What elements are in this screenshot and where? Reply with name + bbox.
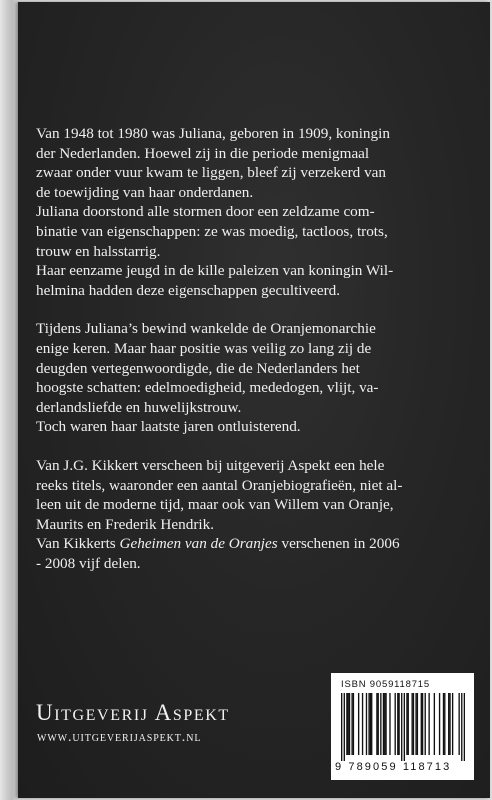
barcode-bar (346, 693, 347, 755)
barcode-bar (411, 693, 412, 755)
barcode-bar (444, 693, 445, 755)
blurb-line: reeks titels, waaronder een aantal Oranjebiografieën, niet al- (36, 476, 403, 494)
barcode-bar (380, 693, 381, 755)
blurb-text (36, 124, 474, 592)
barcode-bar (389, 693, 390, 755)
barcode-bar (413, 693, 414, 755)
barcode-bar (395, 693, 396, 755)
barcode-bar (448, 693, 449, 755)
blurb-line: Haar eenzame jeugd in de kille paleizen van koningin Wil- (36, 262, 394, 280)
barcode-bar (384, 693, 385, 755)
barcode-bar (464, 693, 465, 761)
barcode-bar (398, 693, 399, 755)
barcode-bar (385, 693, 386, 755)
barcode-bar (383, 693, 384, 755)
barcode-bar (348, 693, 349, 755)
barcode-bar (452, 693, 453, 755)
blurb-line: hoogste schatten: edelmoedigheid, mededogen, vlijt, va- (36, 379, 379, 397)
barcode-bar (439, 693, 440, 755)
publisher-name: Uitgeverij Aspekt (36, 700, 230, 725)
blurb-line: Van J.G. Kikkert verscheen bij uitgeverij Aspekt een hele (36, 456, 385, 474)
barcode-bar (376, 693, 377, 755)
ean-barcode (341, 693, 465, 761)
book-title-italic: Geheimen van de Oranjes (119, 535, 278, 553)
isbn-number: ISBN 9059118715 (341, 679, 430, 690)
barcode-bar (351, 693, 352, 755)
barcode-bar (443, 693, 444, 755)
blurb-line: de toewijding van haar onderdanen. (36, 183, 254, 201)
barcode-bar (378, 693, 379, 755)
barcode-bar (397, 693, 398, 755)
barcode-bar (401, 693, 402, 761)
barcode-bar (449, 693, 450, 755)
blurb-line: deugden vertegenwoordigde, die de Nederlanders het (36, 359, 360, 377)
barcode-bar (371, 693, 372, 755)
blurb-line: trouw en halsstarrig. (36, 242, 161, 260)
blurb-paragraph-2 (36, 319, 474, 437)
barcode-bar (415, 693, 416, 755)
barcode-bar (349, 693, 350, 755)
blurb-line: - 2008 vijf delen. (36, 554, 141, 572)
blurb-line: zwaar onder vuur kwam te liggen, bleef zij verzekerd van (36, 164, 386, 182)
barcode-bar (458, 693, 459, 755)
blurb-line: Tijdens Juliana’s bewind wankelde de Oranjemonarchie (36, 320, 376, 338)
blurb-line: leen uit de moderne tijd, maar ook van Willem van Oranje, (36, 496, 394, 514)
blurb-line: Toch waren haar laatste jaren ontluisterend. (36, 418, 301, 436)
blurb-line: helmina hadden deze eigenschappen gecultiveerd. (36, 281, 341, 299)
barcode-bar (422, 693, 423, 755)
blurb-line: enige keren. Maar haar positie was veilig zo lang zij de (36, 339, 372, 357)
publisher-website: www.uitgeverijaspekt.nl (37, 730, 202, 745)
barcode-bar (344, 693, 345, 761)
barcode-label (331, 673, 474, 780)
blurb-text-prefix: Van Kikkerts (36, 535, 120, 553)
blurb-line-with-title (36, 534, 474, 554)
blurb-text-suffix: verschenen in 2006 (277, 535, 400, 553)
barcode-bar (404, 693, 405, 761)
blurb-line: der Nederlanden. Hoewel zij in die periode menigmaal (36, 144, 370, 162)
barcode-bar (370, 693, 371, 755)
barcode-bar (408, 693, 409, 755)
barcode-bar (421, 693, 422, 755)
barcode-bar (368, 693, 369, 755)
barcode-bar (417, 693, 418, 755)
barcode-bar (341, 693, 342, 761)
blurb-paragraph-1 (36, 124, 474, 300)
blurb-paragraph-3 (36, 456, 474, 574)
barcode-bar (434, 693, 435, 755)
ean-digits: 9 789059 118713 (335, 761, 452, 773)
blurb-line: Maurits en Frederik Hendrik. (36, 515, 214, 533)
blurb-line: binatie van eigenschappen: ze was moedig, tactloos, trots, (36, 222, 388, 240)
barcode-bar (425, 693, 426, 755)
barcode-bar (366, 693, 367, 755)
blurb-line: derlandsliefde en huwelijkstrouw. (36, 398, 242, 416)
blurb-line: Van 1948 tot 1980 was Juliana, geboren in 1909, koningin (36, 125, 390, 142)
blurb-line: Juliana doorstond alle stormen door een zeldzame com- (36, 203, 375, 221)
barcode-bar (353, 693, 354, 755)
barcode-bar (428, 693, 429, 755)
barcode-bar (362, 693, 363, 755)
barcode-bar (461, 693, 462, 761)
barcode-bar (358, 693, 359, 755)
barcode-bar (406, 693, 407, 755)
